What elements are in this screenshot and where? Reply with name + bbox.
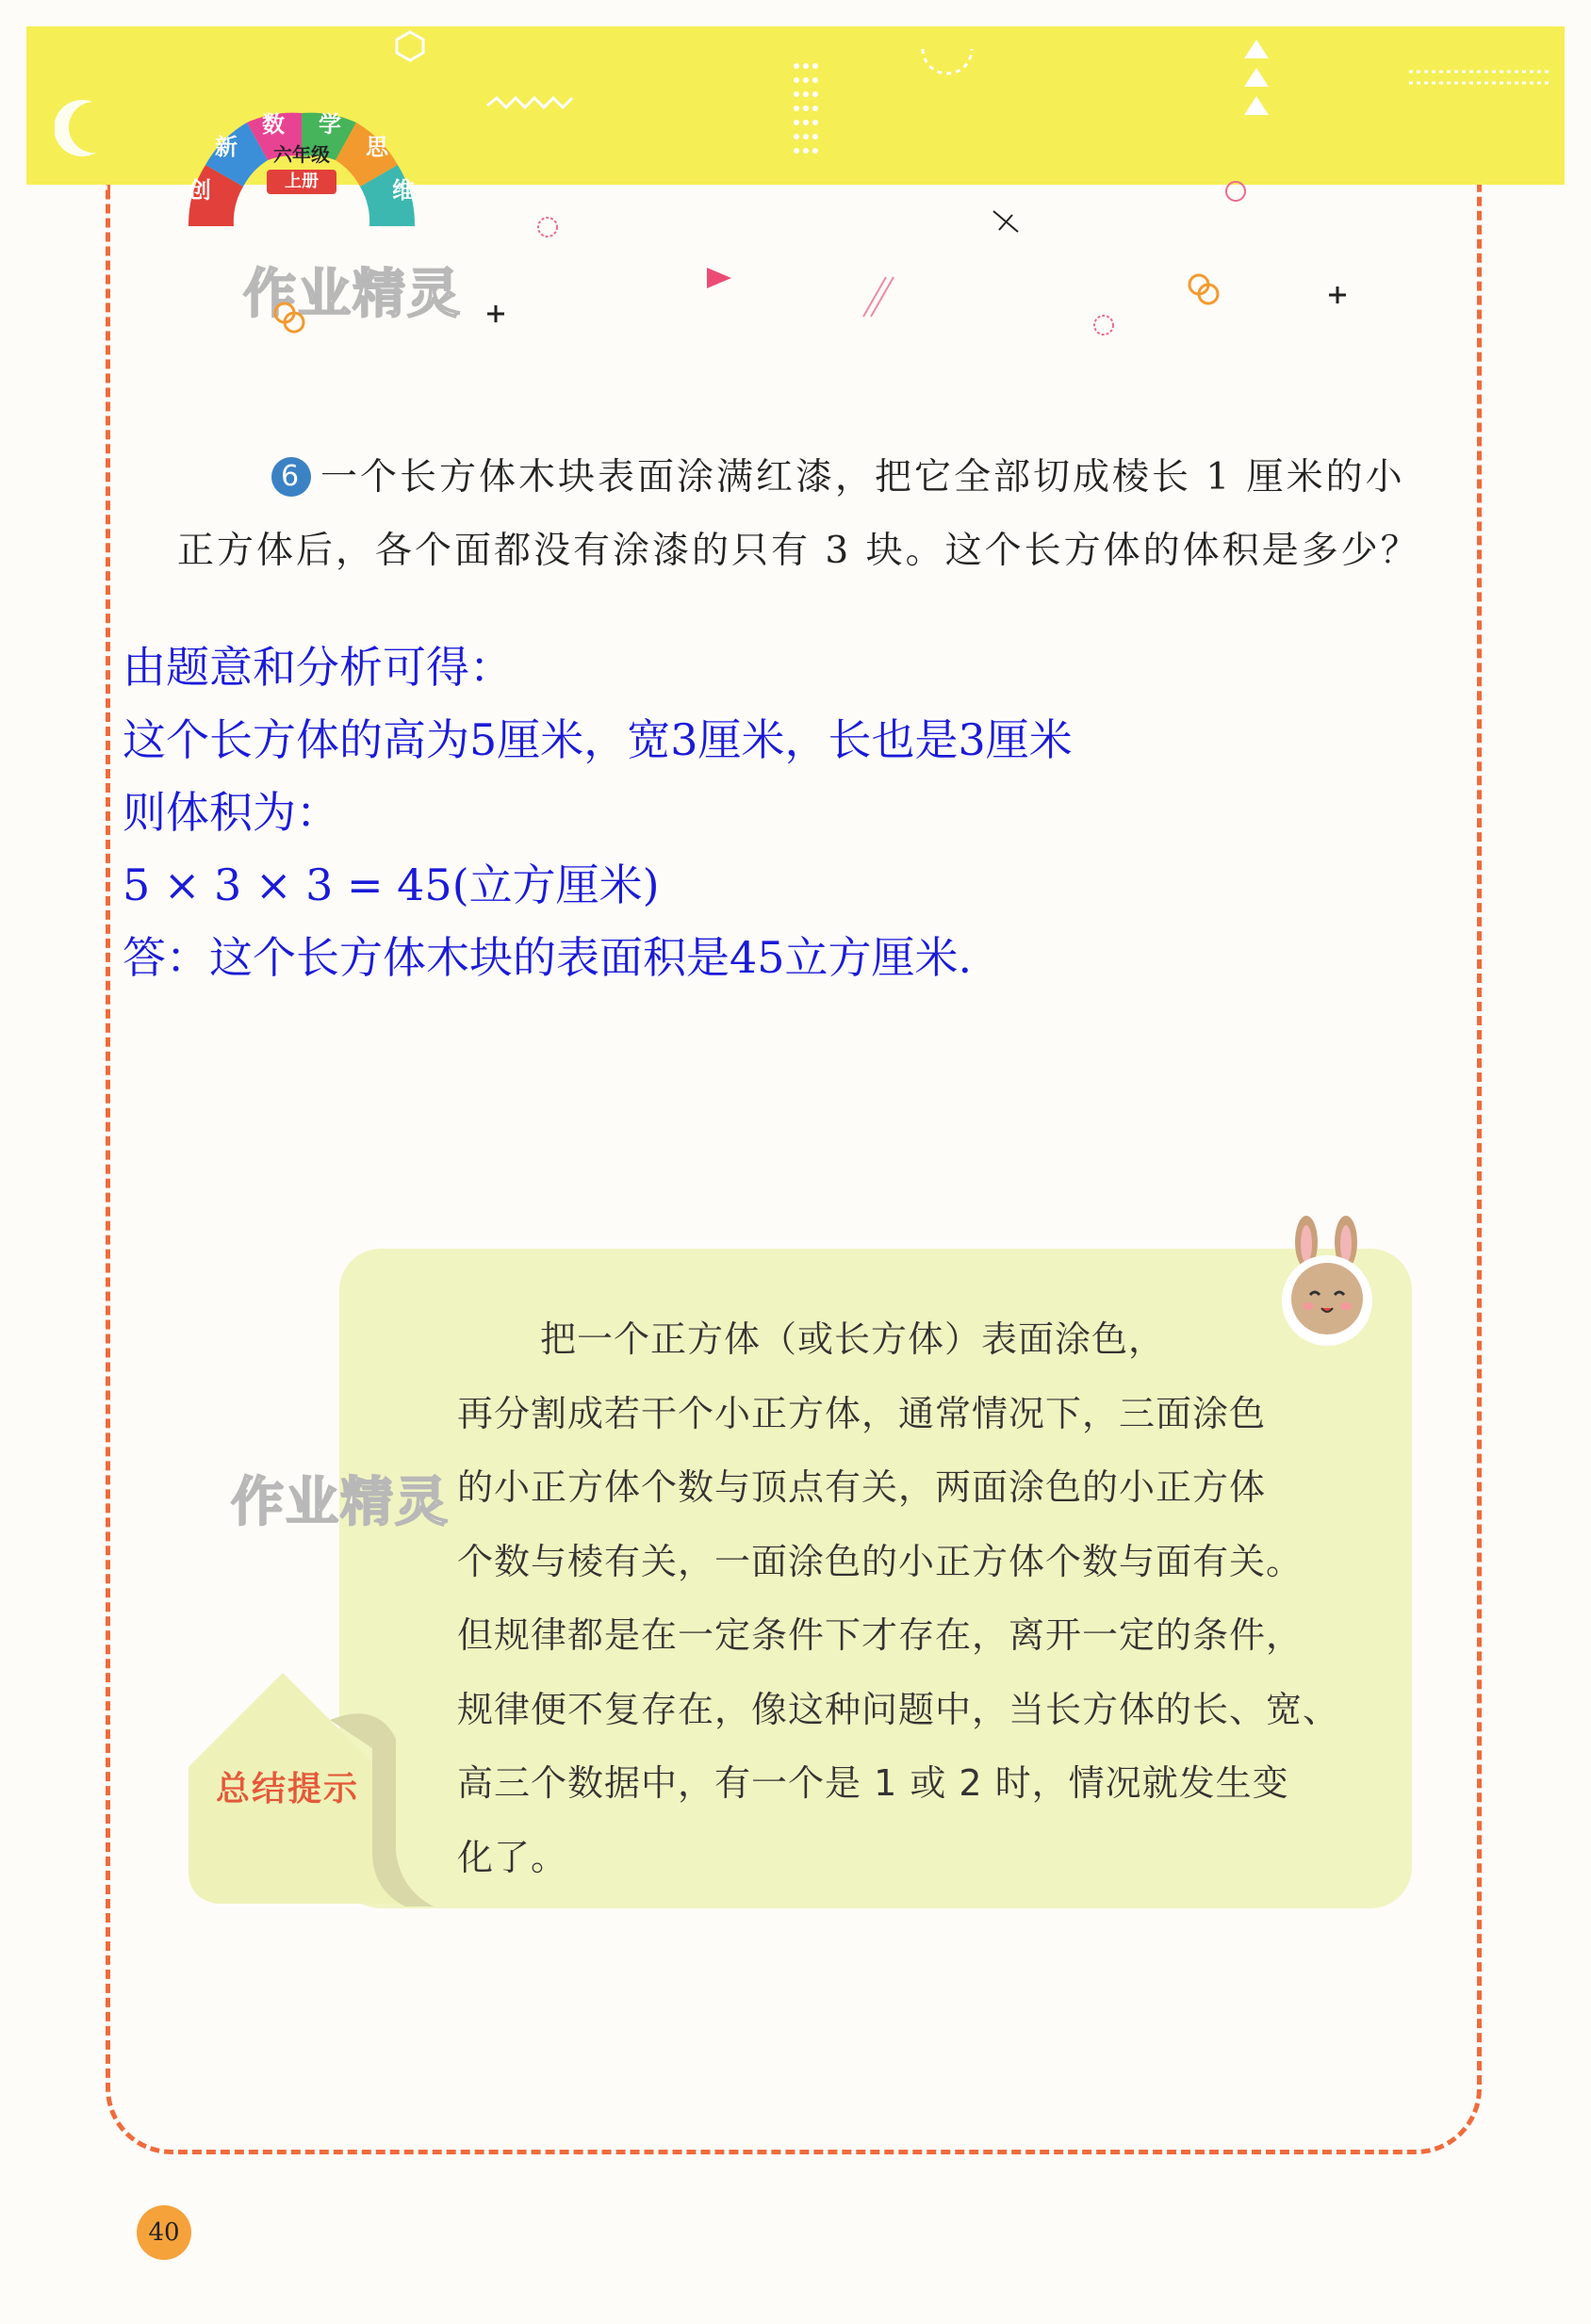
arrow-sparkle-icon bbox=[990, 207, 1022, 236]
stripes-icon bbox=[858, 273, 899, 320]
triangles-icon bbox=[1242, 38, 1271, 123]
answer-line: 则体积为： bbox=[123, 787, 339, 838]
rings-icon bbox=[271, 300, 309, 337]
answer-line: 答：这个长方体木块的表面积是45立方厘米. bbox=[123, 932, 973, 983]
moon-icon bbox=[55, 94, 111, 160]
logo-char: 思 bbox=[366, 134, 388, 160]
question-text: 一个长方体木块表面涂满红漆，把它全部切成棱长 1 厘米的小正方体后，各个面都没有涂漆的只有 3 块。这个长方体的体积是多少？ bbox=[177, 456, 1420, 572]
page-number: 40 bbox=[137, 2205, 191, 2260]
circle-icon bbox=[1091, 313, 1116, 337]
logo-volume: 上册 bbox=[267, 170, 336, 194]
answer-line: 这个长方体的高为5厘米，宽3厘米，长也是3厘米 bbox=[123, 714, 1073, 765]
question-block bbox=[177, 441, 1421, 588]
rings-icon bbox=[1186, 271, 1223, 309]
logo-char: 学 bbox=[319, 111, 341, 138]
logo-char: 创 bbox=[189, 177, 211, 204]
summary-line: 化了。 bbox=[457, 1836, 568, 1878]
hexagon-icon bbox=[394, 30, 426, 62]
summary-line: 但规律都是在一定条件下才存在，离开一定的条件， bbox=[457, 1614, 1304, 1656]
series-logo bbox=[170, 66, 434, 236]
logo-char: 新 bbox=[215, 134, 238, 160]
dots-pattern-icon bbox=[792, 61, 820, 165]
circle-icon bbox=[535, 215, 560, 239]
answer-line: 由题意和分析可得： bbox=[123, 642, 513, 693]
watermark-summary: 作业精灵 bbox=[231, 1472, 450, 1533]
circle-icon bbox=[1223, 179, 1248, 204]
plus-icon bbox=[485, 303, 506, 324]
plus-icon bbox=[1327, 285, 1348, 305]
triangle-icon bbox=[705, 266, 733, 290]
logo-char: 数 bbox=[262, 111, 285, 138]
zigzag-icon bbox=[485, 94, 580, 117]
dash-lines-icon bbox=[1409, 66, 1550, 94]
summary-line: 高三个数据中，有一个是 1 或 2 时，情况就发生变 bbox=[457, 1762, 1289, 1804]
answer-line: 5 × 3 × 3 = 45(立方厘米) bbox=[123, 859, 660, 910]
watermark-top: 作业精灵 bbox=[243, 264, 462, 325]
summary-line: 把一个正方体（或长方体）表面涂色， bbox=[540, 1318, 1166, 1360]
summary-line: 的小正方体个数与顶点有关，两面涂色的小正方体 bbox=[457, 1466, 1267, 1508]
summary-line: 个数与棱有关，一面涂色的小正方体个数与面有关。 bbox=[457, 1540, 1304, 1582]
question-number-badge: 6 bbox=[271, 457, 311, 497]
dashed-arc-icon bbox=[919, 40, 976, 77]
answer-block bbox=[123, 631, 1442, 994]
summary-text bbox=[457, 1302, 1381, 1894]
summary-label: 总结提示 bbox=[215, 1770, 359, 1808]
summary-line: 规律便不复存在，像这种问题中，当长方体的长、宽、 bbox=[457, 1688, 1340, 1730]
summary-line: 再分割成若干个小正方体，通常情况下，三面涂色 bbox=[457, 1392, 1267, 1434]
bunny-mascot-icon bbox=[1271, 1214, 1384, 1346]
logo-char: 维 bbox=[392, 177, 415, 204]
logo-grade: 六年级 bbox=[273, 143, 330, 166]
